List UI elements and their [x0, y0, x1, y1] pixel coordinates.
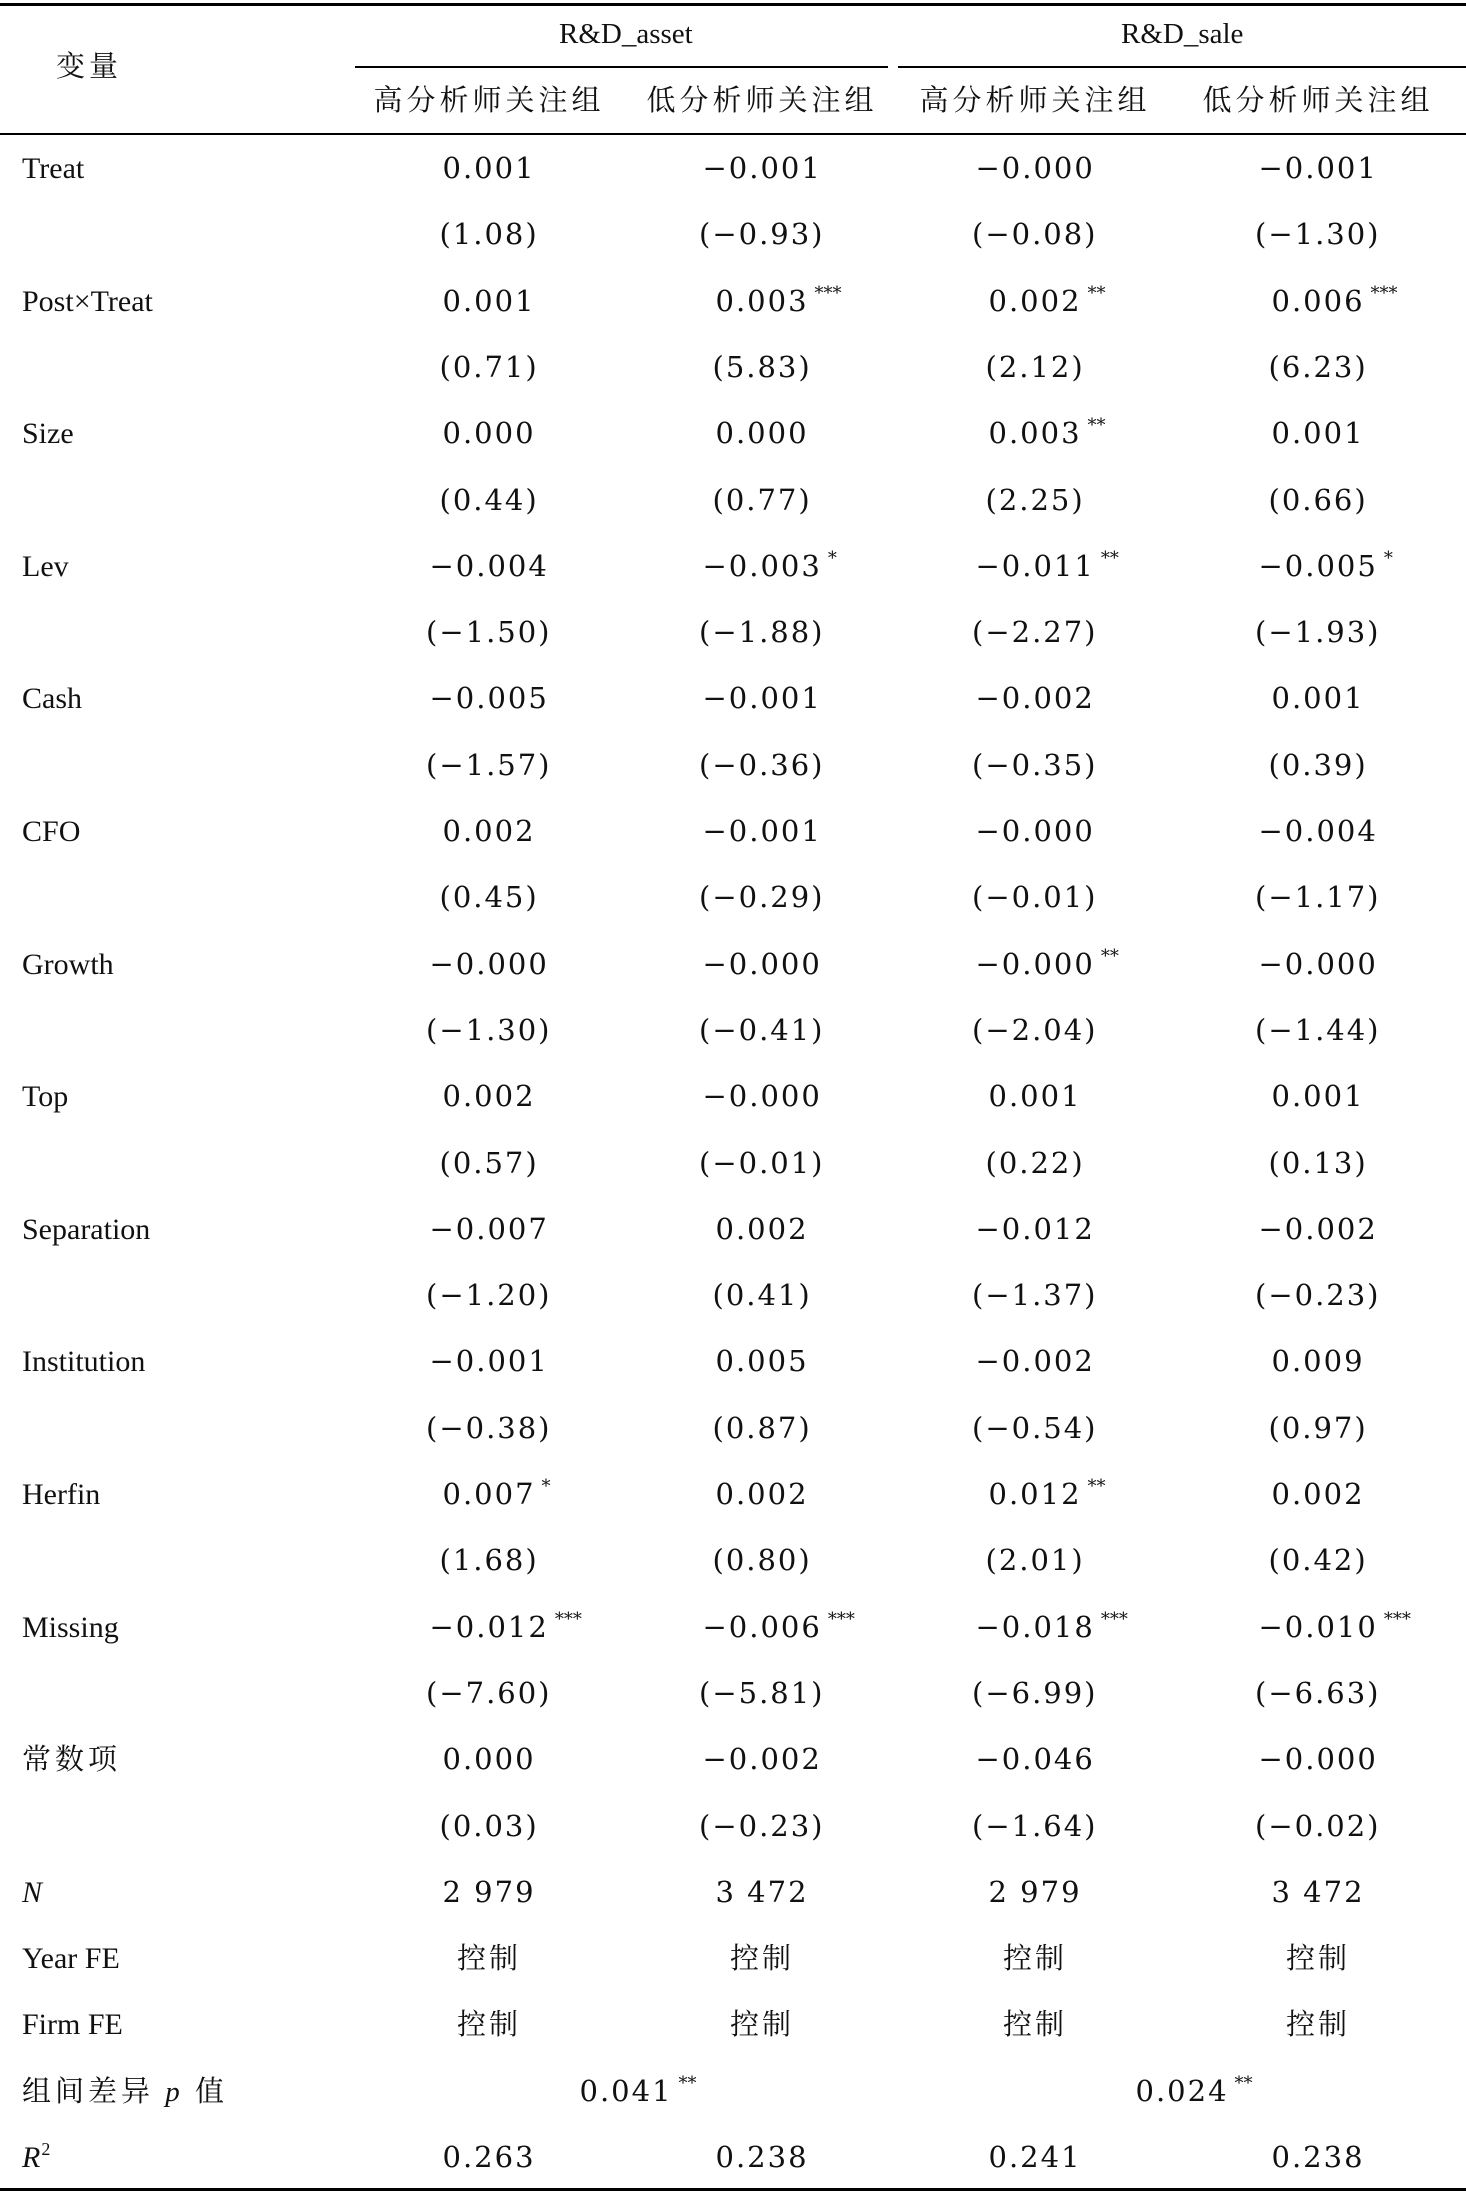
- tstat-cell: (0.41): [712, 1278, 812, 1312]
- coef-value: −0.002: [975, 1344, 1095, 1378]
- coef-value: −0.005: [429, 681, 549, 715]
- tstat-cell: (−0.01): [699, 1146, 825, 1180]
- tstat-cell: (−0.23): [1255, 1278, 1381, 1312]
- tstat-cell: (−0.38): [426, 1411, 552, 1445]
- coef-value: −0.001: [702, 681, 822, 715]
- tstat-cell: (−1.88): [699, 615, 825, 649]
- r2-cell: 0.263: [442, 2140, 536, 2174]
- coef-value: −0.002: [975, 681, 1095, 715]
- coef-value: −0.005: [1258, 549, 1378, 583]
- pdiff-cell: [579, 2073, 697, 2108]
- coef-cell: [715, 1477, 809, 1511]
- tstat-cell: (−1.30): [426, 1013, 552, 1047]
- coef-cell: [429, 681, 549, 715]
- coef-cell: [442, 151, 536, 185]
- coef-value: 0.024: [1135, 2074, 1229, 2108]
- coef-cell: [988, 415, 1106, 450]
- tstat-cell: (−0.93): [699, 217, 825, 251]
- tstat-cell: (−2.27): [972, 615, 1098, 649]
- coef-value: −0.000: [702, 947, 822, 981]
- coef-value: 0.000: [442, 416, 536, 450]
- coef-cell: [442, 1079, 536, 1113]
- significance-stars: **: [1100, 548, 1119, 569]
- tstat-cell: (−0.01): [972, 880, 1098, 914]
- coef-cell: [1271, 283, 1398, 318]
- coef-value: 0.005: [715, 1344, 809, 1378]
- tstat-cell: (2.25): [985, 483, 1085, 517]
- firm-fe-cell: 控制: [1286, 2007, 1351, 2041]
- coef-value: 0.006: [1271, 284, 1365, 318]
- coef-value: 0.002: [715, 1212, 809, 1246]
- coef-value: 0.002: [442, 814, 536, 848]
- coef-cell: [1271, 1344, 1365, 1378]
- r2-label: [22, 2139, 51, 2174]
- coef-cell: [702, 1609, 855, 1644]
- significance-stars: ***: [827, 1609, 855, 1630]
- significance-stars: *: [541, 1476, 551, 1497]
- n-cell: 2 979: [988, 1875, 1082, 1909]
- pdiff-label-post: 值: [195, 2074, 229, 2108]
- coef-cell: [1271, 1477, 1365, 1511]
- tstat-cell: (0.77): [712, 483, 812, 517]
- r2-label-sup: 2: [41, 2139, 51, 2159]
- row-label: Institution: [22, 1345, 146, 1378]
- firm-fe-cell: 控制: [730, 2007, 795, 2041]
- coef-cell: [715, 1212, 809, 1246]
- coef-cell: [1271, 681, 1365, 715]
- subgroup-header-4: 低分析师关注组: [1202, 83, 1434, 117]
- coef-value: 0.002: [442, 1079, 536, 1113]
- firm-fe-label: Firm FE: [22, 2008, 123, 2041]
- significance-stars: *: [827, 548, 837, 569]
- subgroup-header-3: 高分析师关注组: [919, 83, 1151, 117]
- significance-stars: *: [1383, 548, 1393, 569]
- tstat-cell: (2.01): [985, 1543, 1085, 1577]
- tstat-cell: (−1.93): [1255, 615, 1381, 649]
- tstat-cell: (1.08): [439, 217, 539, 251]
- coef-cell: [429, 947, 549, 981]
- tstat-cell: (−6.99): [972, 1676, 1098, 1710]
- significance-stars: ***: [554, 1609, 582, 1630]
- coef-value: −0.046: [975, 1742, 1095, 1776]
- subgroup-header-2: 低分析师关注组: [646, 83, 878, 117]
- coef-value: 0.012: [988, 1477, 1082, 1511]
- coef-cell: [715, 1344, 809, 1378]
- pdiff-label-pre: 组间差异: [22, 2074, 155, 2108]
- tstat-cell: (0.13): [1268, 1146, 1368, 1180]
- tstat-cell: (0.87): [712, 1411, 812, 1445]
- row-label: Size: [22, 417, 74, 450]
- tstat-cell: (−1.20): [426, 1278, 552, 1312]
- tstat-cell: (−0.36): [699, 748, 825, 782]
- coef-value: 0.001: [442, 284, 536, 318]
- tstat-cell: (0.97): [1268, 1411, 1368, 1445]
- coef-value: −0.001: [1258, 151, 1378, 185]
- bottom-rule: [0, 2188, 1466, 2191]
- coef-value: −0.001: [702, 814, 822, 848]
- coef-cell: [715, 283, 842, 318]
- coef-value: −0.004: [429, 549, 549, 583]
- coef-cell: [702, 1079, 822, 1113]
- significance-stars: **: [1087, 415, 1106, 436]
- tstat-cell: (−1.30): [1255, 217, 1381, 251]
- significance-stars: **: [1234, 2073, 1253, 2094]
- row-label: Treat: [22, 152, 85, 185]
- coef-cell: [442, 416, 536, 450]
- tstat-cell: (0.03): [439, 1809, 539, 1843]
- coef-value: 0.000: [442, 1742, 536, 1776]
- tstat-cell: (6.23): [1268, 350, 1368, 384]
- significance-stars: **: [1087, 1476, 1106, 1497]
- significance-stars: ***: [1370, 283, 1398, 304]
- year-fe-cell: 控制: [1286, 1941, 1351, 1975]
- coef-cell: [429, 1344, 549, 1378]
- group-header-1: R&D_asset: [559, 18, 693, 50]
- row-label: Herfin: [22, 1478, 101, 1511]
- tstat-cell: (−0.35): [972, 748, 1098, 782]
- coef-cell: [975, 1609, 1128, 1644]
- r2-cell: 0.238: [715, 2140, 809, 2174]
- coef-cell: [975, 1742, 1095, 1776]
- coef-value: −0.010: [1258, 1610, 1378, 1644]
- significance-stars: **: [1100, 946, 1119, 967]
- significance-stars: ***: [814, 283, 842, 304]
- n-cell: 3 472: [715, 1875, 809, 1909]
- coef-cell: [1258, 1742, 1378, 1776]
- n-label: N: [22, 1876, 43, 1909]
- row-label: Growth: [22, 948, 114, 981]
- coef-value: 0.002: [988, 284, 1082, 318]
- coef-value: −0.011: [975, 549, 1095, 583]
- coef-cell: [1258, 1609, 1411, 1644]
- pdiff-label: [22, 2074, 229, 2108]
- coef-cell: [975, 946, 1119, 981]
- coef-value: −0.002: [702, 1742, 822, 1776]
- coef-cell: [1258, 947, 1378, 981]
- pdiff-label-var: p: [154, 2076, 196, 2108]
- coef-cell: [975, 1344, 1095, 1378]
- tstat-cell: (−1.64): [972, 1809, 1098, 1843]
- coef-value: 0.001: [442, 151, 536, 185]
- r2-cell: 0.241: [988, 2140, 1082, 2174]
- tstat-cell: (2.12): [985, 350, 1085, 384]
- coef-cell: [1258, 1212, 1378, 1246]
- tstat-cell: (0.44): [439, 483, 539, 517]
- coef-cell: [429, 1609, 582, 1644]
- coef-cell: [429, 549, 549, 583]
- coef-value: 0.000: [715, 416, 809, 450]
- tstat-cell: (−0.41): [699, 1013, 825, 1047]
- tstat-cell: (−0.08): [972, 217, 1098, 251]
- coef-value: −0.000: [702, 1079, 822, 1113]
- coef-value: −0.001: [702, 151, 822, 185]
- tstat-cell: (−5.81): [699, 1676, 825, 1710]
- tstat-cell: (1.68): [439, 1543, 539, 1577]
- significance-stars: ***: [1100, 1609, 1128, 1630]
- n-cell: 3 472: [1271, 1875, 1365, 1909]
- row-label: Post×Treat: [22, 285, 153, 318]
- coef-value: −0.004: [1258, 814, 1378, 848]
- r2-label-base: R: [22, 2141, 41, 2174]
- tstat-cell: (−7.60): [426, 1676, 552, 1710]
- row-label: CFO: [22, 815, 81, 848]
- coef-value: 0.007: [442, 1477, 536, 1511]
- coef-cell: [702, 814, 822, 848]
- coef-cell: [975, 548, 1119, 583]
- coef-cell: [1271, 416, 1365, 450]
- tstat-cell: (0.80): [712, 1543, 812, 1577]
- coef-cell: [702, 548, 837, 583]
- row-label: Cash: [22, 682, 82, 715]
- tstat-cell: (−1.57): [426, 748, 552, 782]
- group-underline-rd-sale: [898, 66, 1466, 68]
- tstat-cell: (0.42): [1268, 1543, 1368, 1577]
- tstat-cell: (−6.63): [1255, 1676, 1381, 1710]
- coef-value: −0.000: [429, 947, 549, 981]
- coef-value: −0.018: [975, 1610, 1095, 1644]
- coef-cell: [975, 151, 1095, 185]
- coef-cell: [442, 814, 536, 848]
- coef-cell: [975, 1212, 1095, 1246]
- coef-value: −0.012: [429, 1610, 549, 1644]
- group-header-2: R&D_sale: [1121, 18, 1244, 50]
- coef-value: 0.002: [1271, 1477, 1365, 1511]
- pdiff-cell: [1135, 2073, 1253, 2108]
- firm-fe-cell: 控制: [457, 2007, 522, 2041]
- coef-cell: [988, 283, 1106, 318]
- row-label: Separation: [22, 1213, 151, 1246]
- coef-value: 0.001: [1271, 416, 1365, 450]
- coef-value: 0.003: [715, 284, 809, 318]
- coef-value: −0.003: [702, 549, 822, 583]
- coef-cell: [975, 814, 1095, 848]
- tstat-cell: (0.45): [439, 880, 539, 914]
- tstat-cell: (−2.04): [972, 1013, 1098, 1047]
- coef-value: 0.003: [988, 416, 1082, 450]
- coef-cell: [1258, 814, 1378, 848]
- tstat-cell: (0.57): [439, 1146, 539, 1180]
- coef-cell: [702, 947, 822, 981]
- tstat-cell: (0.39): [1268, 748, 1368, 782]
- tstat-cell: (−0.23): [699, 1809, 825, 1843]
- coef-value: 0.009: [1271, 1344, 1365, 1378]
- significance-stars: ***: [1383, 1609, 1411, 1630]
- n-cell: 2 979: [442, 1875, 536, 1909]
- tstat-cell: (−1.17): [1255, 880, 1381, 914]
- coef-cell: [1258, 548, 1393, 583]
- coef-cell: [975, 681, 1095, 715]
- coef-value: 0.001: [1271, 681, 1365, 715]
- coef-cell: [429, 1212, 549, 1246]
- tstat-cell: (−0.02): [1255, 1809, 1381, 1843]
- tstat-cell: (0.22): [985, 1146, 1085, 1180]
- coef-value: 0.041: [579, 2074, 673, 2108]
- top-rule: [0, 3, 1466, 6]
- row-label: Top: [22, 1080, 69, 1113]
- subgroup-header-1: 高分析师关注组: [373, 83, 605, 117]
- tstat-cell: (5.83): [712, 350, 812, 384]
- coef-value: −0.000: [975, 151, 1095, 185]
- year-fe-cell: 控制: [457, 1941, 522, 1975]
- coef-cell: [702, 681, 822, 715]
- group-underline-rd-asset: [355, 66, 888, 68]
- coef-value: −0.006: [702, 1610, 822, 1644]
- coef-value: −0.000: [975, 814, 1095, 848]
- coef-value: 0.002: [715, 1477, 809, 1511]
- year-fe-cell: 控制: [1003, 1941, 1068, 1975]
- coef-cell: [442, 1742, 536, 1776]
- tstat-cell: (−0.54): [972, 1411, 1098, 1445]
- coef-value: −0.012: [975, 1212, 1095, 1246]
- coef-cell: [442, 284, 536, 318]
- coef-value: 0.001: [1271, 1079, 1365, 1113]
- coef-cell: [988, 1476, 1106, 1511]
- tstat-cell: (0.71): [439, 350, 539, 384]
- coef-cell: [1271, 1079, 1365, 1113]
- coef-cell: [1258, 151, 1378, 185]
- coef-cell: [715, 416, 809, 450]
- coef-value: −0.007: [429, 1212, 549, 1246]
- tstat-cell: (−1.50): [426, 615, 552, 649]
- variable-header: 变量: [56, 49, 123, 83]
- coef-cell: [442, 1476, 551, 1511]
- tstat-cell: (−1.37): [972, 1278, 1098, 1312]
- significance-stars: **: [1087, 283, 1106, 304]
- row-label: 常数项: [22, 1742, 122, 1776]
- tstat-cell: (−1.44): [1255, 1013, 1381, 1047]
- tstat-cell: (0.66): [1268, 483, 1368, 517]
- row-label: Lev: [22, 550, 69, 583]
- coef-cell: [702, 151, 822, 185]
- coef-value: −0.002: [1258, 1212, 1378, 1246]
- year-fe-label: Year FE: [22, 1942, 120, 1975]
- coef-value: −0.000: [1258, 1742, 1378, 1776]
- header-bottom-rule: [0, 133, 1466, 135]
- coef-cell: [988, 1079, 1082, 1113]
- coef-cell: [702, 1742, 822, 1776]
- row-label: Missing: [22, 1611, 119, 1644]
- coef-value: 0.001: [988, 1079, 1082, 1113]
- tstat-cell: (−0.29): [699, 880, 825, 914]
- firm-fe-cell: 控制: [1003, 2007, 1068, 2041]
- year-fe-cell: 控制: [730, 1941, 795, 1975]
- coef-value: −0.000: [975, 947, 1095, 981]
- r2-cell: 0.238: [1271, 2140, 1365, 2174]
- coef-value: −0.000: [1258, 947, 1378, 981]
- coef-value: −0.001: [429, 1344, 549, 1378]
- significance-stars: **: [678, 2073, 697, 2094]
